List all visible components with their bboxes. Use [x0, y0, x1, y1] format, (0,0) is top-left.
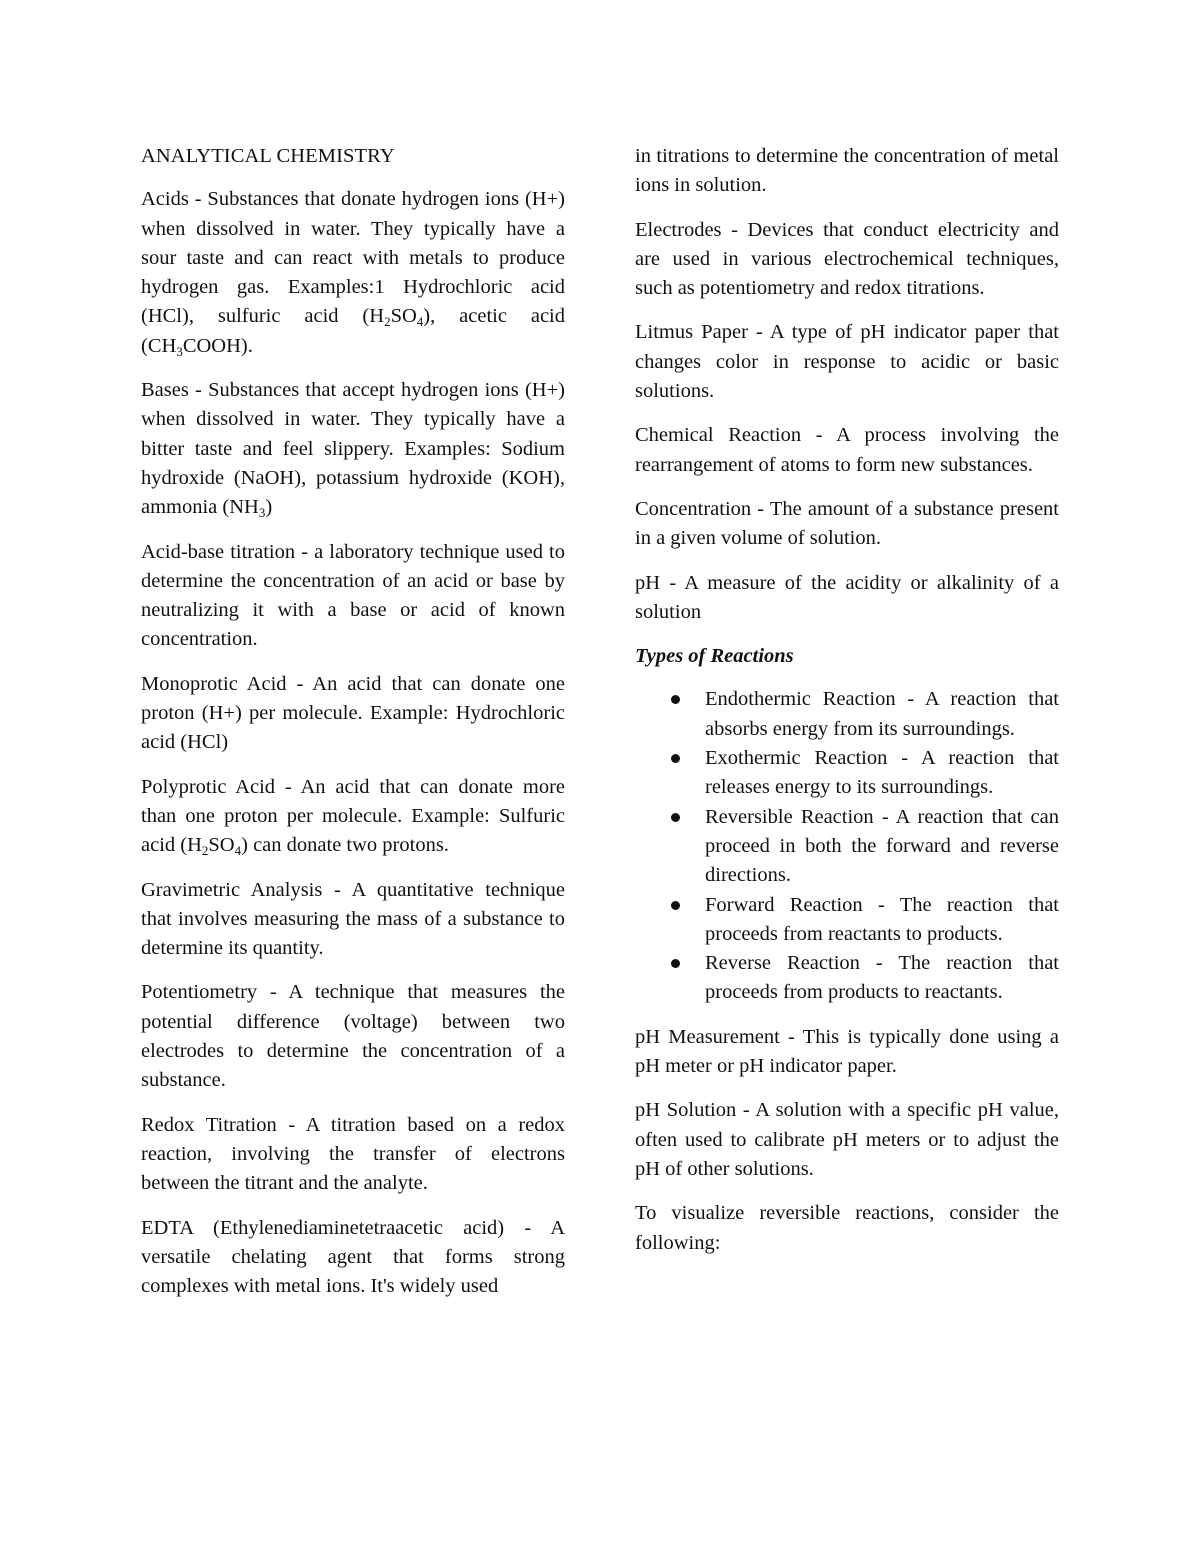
definition-ph-measurement: pH Measurement - This is typically done using a pH meter or pH indicator paper.: [635, 1025, 1059, 1078]
definition-monoprotic-acid: Monoprotic Acid - An acid that can donate one proton (H+) per molecule. Example: Hydrochloric acid (HCl): [141, 672, 565, 754]
definition-concentration: Concentration - The amount of a substance present in a given volume of solution.: [635, 497, 1059, 550]
right-column: [635, 142, 1059, 1273]
list-item: Reversible Reaction - A reaction that can proceed in both the forward and reverse directions.: [635, 803, 1059, 891]
list-item: Endothermic Reaction - A reaction that absorbs energy from its surroundings.: [635, 685, 1059, 744]
definition-potentiometry: Potentiometry - A technique that measures the potential difference (voltage) between two electrodes to determine the concentration of a substance.: [141, 981, 565, 1092]
bullet-icon: [671, 813, 680, 822]
definition-bases: Bases - Substances that accept hydrogen ions (H+) when dissolved in water. They typically have a bitter taste and feel slippery. Examples: Sodium hydroxide (NaOH), potassium hydroxide (KOH), ammonia $(NH_3)$: [141, 379, 565, 521]
list-item: Exothermic Reaction - A reaction that releases energy to its surroundings.: [635, 744, 1059, 803]
left-column: [141, 142, 565, 1316]
definition-acids: Acids - Substances that donate hydrogen ions (H+) when dissolved in water. They typically have a sour taste and can react with metals to produce hydrogen gas. Examples:1 Hydrochloric acid (HCl), sulfuric acid $(H_2SO_4)$, acetic acid $(CH_3COOH)$.: [141, 188, 565, 359]
definition-ph-solution: pH Solution - A solution with a specific pH value, often used to calibrate pH meters or to adjust the pH of other solutions.: [635, 1099, 1059, 1180]
definition-polyprotic-acid: Polyprotic Acid - An acid that can donate more than one proton per molecule. Example: Sulfuric acid $(H_2SO_4)$ can donate two protons.: [141, 775, 565, 859]
definition-electrodes: Electrodes - Devices that conduct electricity and are used in various electrochemical techniques, such as potentiometry and redox titrations.: [635, 218, 1059, 300]
section-heading-types-of-reactions: Types of Reactions: [635, 645, 794, 668]
definition-edta: EDTA (Ethylenediaminetetraacetic acid) - A versatile chelating agent that forms strong complexes with metal ions. It's widely used: [141, 1216, 565, 1298]
definition-gravimetric-analysis: Gravimetric Analysis - A quantitative technique that involves measuring the mass of a substance to determine its quantity.: [141, 878, 565, 960]
definition-chemical-reaction: Chemical Reaction - A process involving the rearrangement of atoms to form new substances.: [635, 424, 1059, 476]
bullet-icon: [671, 959, 680, 968]
document-title: ANALYTICAL CHEMISTRY: [141, 145, 395, 167]
definition-ph: pH - A measure of the acidity or alkalinity of a solution: [635, 571, 1059, 623]
definition-acid-base-titration: Acid-base titration - a laboratory technique used to determine the concentration of an acid or base by neutralizing it with a base or acid of known concentration.: [141, 540, 565, 651]
bullet-icon: [671, 901, 680, 910]
bullet-icon: [671, 695, 680, 704]
list-item: Forward Reaction - The reaction that proceeds from reactants to products.: [635, 891, 1059, 950]
bullet-icon: [671, 754, 680, 763]
definition-redox-titration: Redox Titration - A titration based on a redox reaction, involving the transfer of electrons between the titrant and the analyte.: [141, 1113, 565, 1195]
list-item: Reverse Reaction - The reaction that proceeds from products to reactants.: [635, 949, 1059, 1008]
reaction-types-list: [635, 685, 1059, 1007]
definition-edta-continued: in titrations to determine the concentration of metal ions in solution.: [635, 145, 1059, 197]
paragraph-visualize: To visualize reversible reactions, consider the following:: [635, 1202, 1059, 1254]
definition-litmus-paper: Litmus Paper - A type of pH indicator paper that changes color in response to acidic or basic solutions.: [635, 321, 1059, 403]
